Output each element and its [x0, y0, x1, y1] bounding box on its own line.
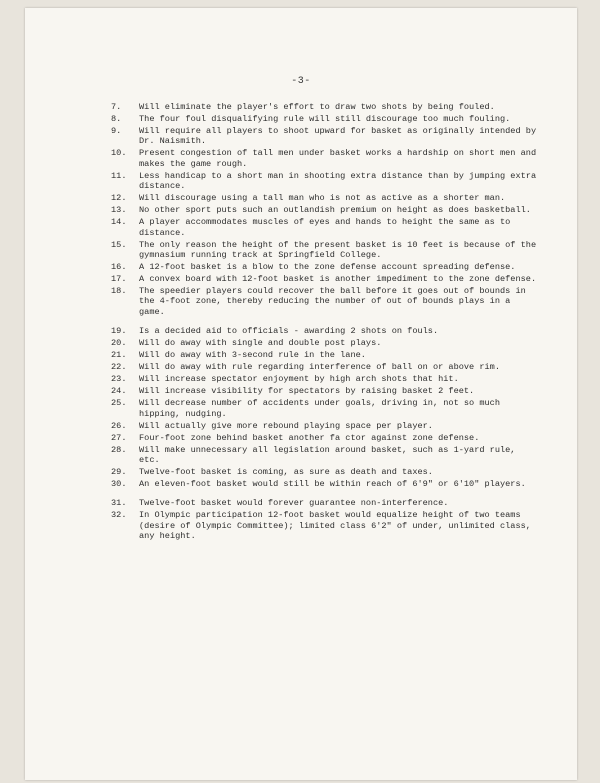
list-item — [111, 498, 541, 508]
item-text: Will require all players to shoot upward for basket as originally intended by Dr. Naismith. — [139, 126, 537, 147]
list-item — [111, 350, 541, 360]
item-text: Will do away with single and double post plays. — [139, 338, 382, 349]
list-item — [111, 171, 541, 192]
list-item — [111, 274, 541, 284]
list-item — [111, 126, 541, 147]
document-page — [25, 8, 577, 780]
list-item — [111, 193, 541, 203]
item-text: Will eliminate the player's effort to draw two shots by being fouled. — [139, 102, 495, 112]
item-text: Will make unnecessary all legislation around basket, such as 1-yard rule, etc. — [139, 444, 516, 466]
list-item — [111, 240, 541, 261]
item-text: The only reason the height of the present basket is 10 feet is because of the gymnasium running track at Springfield College. — [139, 239, 537, 261]
item-text: An eleven-foot basket would still be within reach of 6'9" or 6'10" players. — [139, 479, 526, 490]
item-number: 14. — [111, 217, 127, 228]
item-text: Will discourage using a tall man who is not as active as a shorter man. — [139, 193, 506, 204]
list-item — [111, 398, 541, 419]
item-text: The speedier players could recover the ball before it goes out of bounds in the 4-foot zone, thereby reducing the number of out of bounds plays in a game. — [139, 286, 526, 317]
item-number: 11. — [111, 170, 127, 181]
item-text: Is a decided aid to officials - awarding 2 shots on fouls. — [139, 326, 439, 337]
item-number: 23. — [111, 374, 127, 385]
item-text: The four foul disqualifying rule will still discourage too much fouling. — [139, 114, 511, 124]
item-number: 22. — [111, 362, 127, 373]
list-item — [111, 467, 541, 477]
list-item — [111, 326, 541, 336]
item-number: 32. — [111, 510, 127, 521]
numbered-list — [111, 102, 541, 543]
item-number: 30. — [111, 479, 127, 490]
item-number: 25. — [111, 398, 127, 409]
list-item — [111, 479, 541, 489]
list-item — [111, 102, 541, 112]
list-item — [111, 445, 541, 466]
item-number: 9. — [111, 126, 122, 136]
list-item — [111, 114, 541, 124]
item-text: Will do away with rule regarding interference of ball on or above rim. — [139, 362, 500, 373]
list-item — [111, 362, 541, 372]
item-text: A player accommodates muscles of eyes and hands to height the same as to distance. — [139, 217, 511, 238]
item-number: 24. — [111, 386, 127, 397]
item-number: 29. — [111, 467, 127, 478]
item-number: 13. — [111, 205, 127, 216]
item-text: Four-foot zone behind basket another fa ctor against zone defense. — [139, 432, 480, 443]
item-text: Twelve-foot basket would forever guarantee non-interference. — [139, 498, 449, 509]
list-item — [111, 510, 541, 541]
list-item — [111, 286, 541, 317]
list-item — [111, 386, 541, 396]
item-number: 8. — [111, 114, 122, 124]
item-text: Will increase spectator enjoyment by high arch shots that hit. — [139, 374, 459, 385]
item-number: 26. — [111, 420, 127, 431]
item-text: Will increase visibility for spectators by raising basket 2 feet. — [139, 386, 475, 397]
item-number: 27. — [111, 432, 127, 443]
list-item — [111, 374, 541, 384]
item-number: 31. — [111, 498, 127, 509]
list-item — [111, 433, 541, 443]
list-item — [111, 217, 541, 238]
item-number: 12. — [111, 193, 127, 204]
item-text: Will actually give more rebound playing space per player. — [139, 420, 433, 431]
list-item — [111, 421, 541, 431]
list-item — [111, 338, 541, 348]
item-number: 7. — [111, 102, 122, 112]
item-number: 28. — [111, 444, 127, 455]
item-number: 17. — [111, 274, 127, 285]
item-text: Less handicap to a short man in shooting extra distance than by jumping extra distance. — [139, 170, 537, 192]
item-text: No other sport puts such an outlandish premium on height as does basketball. — [139, 205, 531, 216]
list-item — [111, 205, 541, 215]
item-text: Will decrease number of accidents under goals, driving in, not so much hipping, nudging. — [139, 398, 500, 419]
item-text: Present congestion of tall men under basket works a hardship on short men and makes the game rough. — [139, 148, 537, 169]
item-text: A 12-foot basket is a blow to the zone defense account spreading defense. — [139, 262, 516, 273]
item-number: 20. — [111, 338, 127, 349]
page-number: -3- — [291, 76, 311, 87]
item-number: 15. — [111, 239, 127, 250]
item-number: 10. — [111, 148, 127, 159]
item-text: Twelve-foot basket is coming, as sure as death and taxes. — [139, 467, 433, 478]
list-item — [111, 148, 541, 169]
list-item — [111, 262, 541, 272]
item-text: In Olympic participation 12-foot basket would equalize height of two teams (desire of Olympic Committee); limited class 6'2" of under, unlimited class, any height. — [139, 510, 531, 542]
item-number: 16. — [111, 262, 127, 273]
item-text: Will do away with 3-second rule in the lane. — [139, 350, 366, 361]
item-number: 21. — [111, 350, 127, 361]
item-number: 18. — [111, 286, 127, 297]
item-text: A convex board with 12-foot basket is another impediment to the zone defense. — [139, 274, 537, 285]
item-number: 19. — [111, 326, 127, 337]
